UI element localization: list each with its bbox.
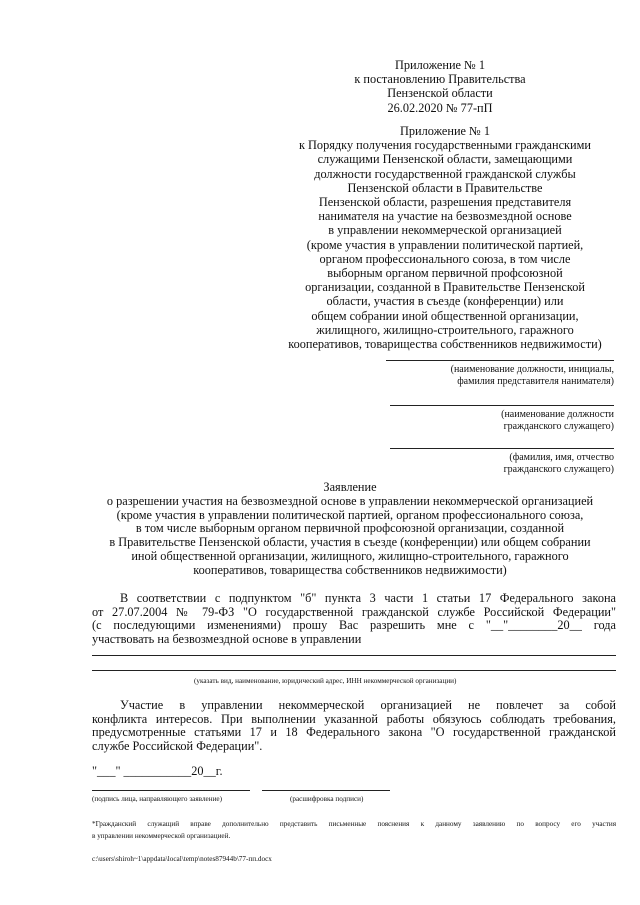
statement-line: в том числе выборным органом первичной профсоюзной организации, созданной: [135, 521, 565, 536]
appendix-sub-line: должности государственной гражданской службы: [314, 166, 576, 181]
appendix-sub-line: нанимателя на участие на безвозмездной основе: [318, 209, 572, 224]
appendix-sub-line: выборным органом первичной профсоюзной: [327, 266, 563, 281]
statement-line: о разрешении участия на безвозмездной основе в управлении некоммерческой организацией: [106, 493, 594, 508]
appendix-sub-line: к Порядку получения государственными гражданскими: [299, 138, 591, 153]
employee-position-caption: (наименование должности гражданского служащего): [501, 409, 614, 432]
statement-title: Заявление: [323, 480, 377, 494]
appendix-sub-line: общем собрании иной общественной организации,: [311, 308, 579, 323]
appendix-header-line: Пензенской области: [387, 86, 493, 101]
statement-line: иной общественной организации, жилищного, жилищно-строительного, гаражного: [131, 548, 569, 563]
organization-field-line-2[interactable]: [92, 670, 616, 671]
request-paragraph: В соответствии с подпунктом "б" пункта 3 части 1 статьи 17 Федерального закона от 27.07.2004 № 79-ФЗ "О государственной гражданской службе Российской Федерации" (с последующими изменениями) прошу Вас разрешить мне с "__"________20__ года участвовать на безвозмездной основе в управлении: [92, 591, 616, 646]
conflict-paragraph: Участие в управлении некоммерческой организацией не повлечет за собой конфликта интересов. При выполнении указанной работы обязуюсь соблюдать требования, предусмотренные статьями 17 и 18 Федерального закона "О государственной гражданской службе Российской Федерации".: [92, 698, 616, 753]
appendix-sub-header: [286, 124, 604, 351]
signature-field[interactable]: [92, 790, 250, 791]
appendix-sub-line: органом профессионального союза, в том числе: [319, 251, 571, 266]
statement-title-block: [80, 481, 620, 578]
appendix-sub-line: (кроме участия в управлении политической партией,: [306, 237, 584, 252]
appendix-sub-line: Приложение № 1: [399, 124, 491, 138]
signature-decryption-field[interactable]: [262, 790, 390, 791]
organization-caption: (указать вид, наименование, юридический адрес, ИНН некоммерческой организации): [194, 677, 457, 685]
employer-representative-caption: (наименование должности, инициалы, фамилия представителя нанимателя): [450, 364, 614, 387]
appendix-header-line: 26.02.2020 № 77-пП: [387, 100, 493, 115]
statement-line: в Правительстве Пензенской области, участия в съезде (конференции) или общем собрании: [109, 535, 591, 550]
appendix-sub-line: Пензенской области в Правительстве: [347, 180, 543, 195]
footnote: *Гражданский служащий вправе дополнительно представить письменные пояснения к данному заявлению по вопросу его участия в управлении некоммерческой организацией.: [92, 820, 616, 840]
employee-name-field[interactable]: [390, 448, 614, 449]
appendix-sub-line: служащими Пензенской области, замещающими: [317, 152, 573, 167]
statement-line: кооперативов, товарищества собственников недвижимости): [193, 562, 507, 577]
appendix-sub-line: организации, созданной в Правительстве Пензенской: [305, 280, 585, 295]
statement-line: (кроме участия в управлении политической партией, органом профессионального союза,: [116, 507, 584, 522]
employee-position-field[interactable]: [390, 405, 614, 406]
appendix-header-line: к постановлению Правительства: [354, 72, 526, 87]
appendix-sub-line: кооперативов, товарищества собственников недвижимости): [288, 337, 602, 352]
appendix-header-line: Приложение № 1: [394, 58, 486, 72]
file-path: c:\users\shiroh~1\appdata\local\temp\notes87944b\77-пп.docx: [92, 855, 272, 863]
signature-decryption-caption: (расшифровка подписи): [290, 795, 364, 803]
appendix-sub-line: Пензенской области, разрешения представителя: [318, 195, 572, 210]
appendix-header: [300, 58, 580, 115]
signature-caption: (подпись лица, направляющего заявление): [92, 795, 223, 803]
date-line[interactable]: "___" ___________20__г.: [92, 764, 223, 778]
organization-field-line-1[interactable]: [92, 655, 616, 656]
employer-representative-field[interactable]: [386, 360, 614, 361]
appendix-sub-line: жилищного, жилищно-строительного, гаражного: [316, 322, 574, 337]
appendix-sub-line: в управлении некоммерческой организацией: [328, 223, 562, 238]
appendix-sub-line: области, участия в съезде (конференции) или: [326, 294, 564, 309]
employee-name-caption: (фамилия, имя, отчество гражданского служащего): [503, 452, 614, 475]
